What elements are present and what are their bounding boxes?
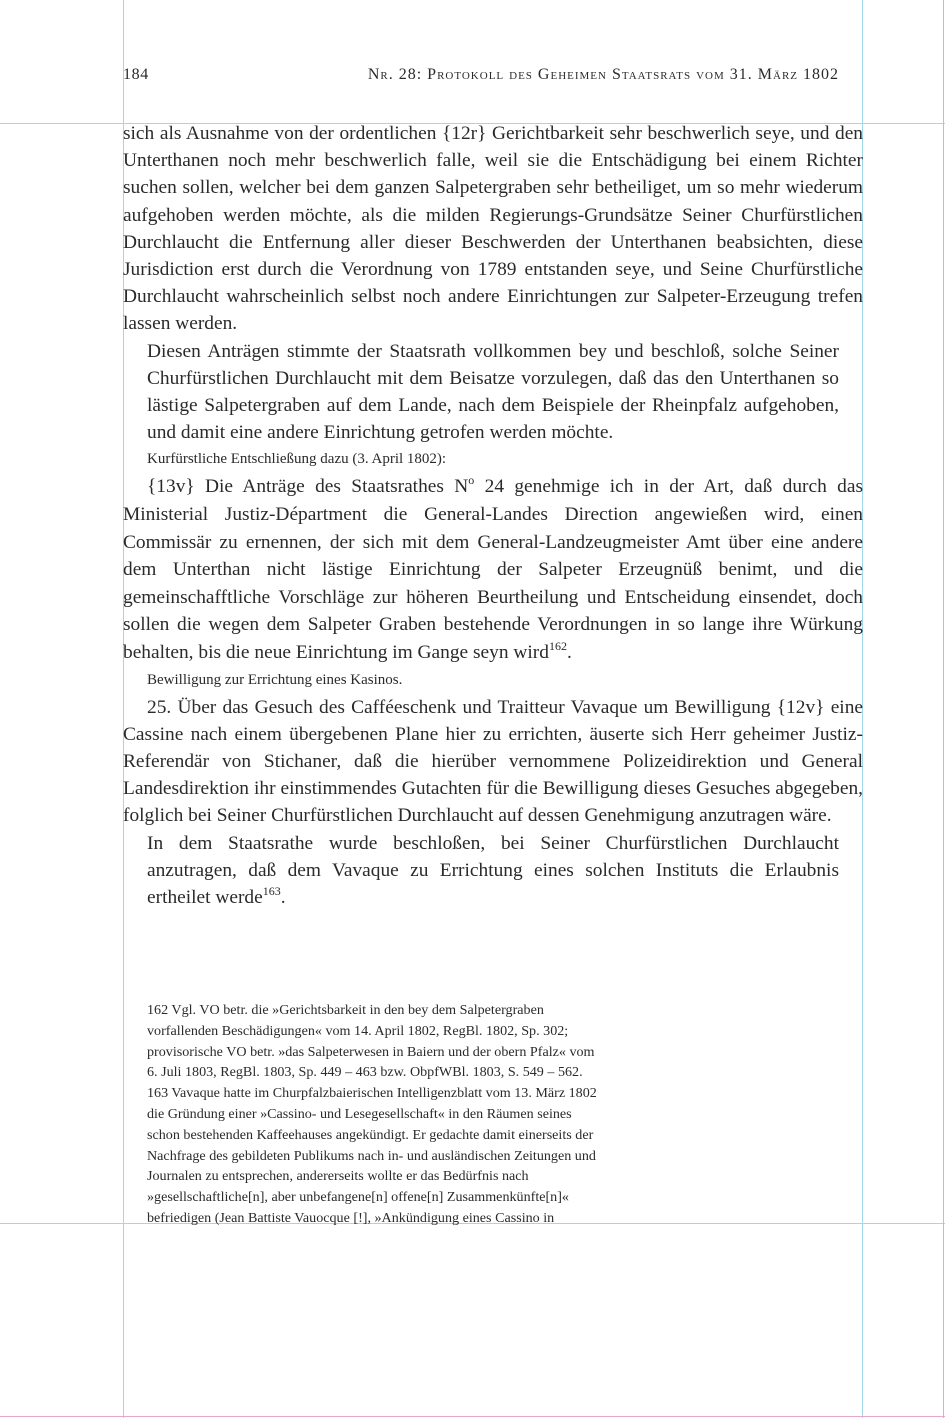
marginal-note-2: Bewilligung zur Errichtung eines Kasinos. — [147, 671, 403, 688]
paragraph-3-end: . — [566, 642, 572, 663]
paragraph-3-start: {13v} Die Anträge des Staatsrathes N — [147, 476, 469, 498]
paragraph-1: sich als Ausnahme von der ordentlichen {12r} Gerichtbarkeit sehr beschwerlich seye, und den Unterthanen noch mehr beschwerlich falle, weil sie die Entschädigung bei einem Richter suchen sollen, welcher bei dem ganzen Salpetergraben sehr betheiliget, um so mehr wiederum aufgehoben werden möchte, als die milden Regierungs-Grundsätze Seiner Churfürstlichen Durchlaucht die Entfernung aller dieser Beschwerden der Unterthanen beabsichten, diese Jurisdiction erst durch die Verordnung von 1789 entstanden seye, und Seine Churfürstliche Durchlaucht wahrscheinlich selbst noch andere Einrichtungen zur Salpeter-Erzeugung trefen lassen werden. — [123, 123, 863, 335]
marginal-note-1: Kurfürstliche Entschließung dazu (3. April 1802): — [147, 451, 447, 468]
footnotes — [147, 1000, 707, 1229]
footnote-line: befriedigen (Jean Battiste Vauocque [!], »Ankündigung eines Cassino in — [147, 1209, 555, 1226]
running-title: Nr. 28: Protokoll des Geheimen Staatsrats vom 31. März 1802 — [367, 66, 839, 83]
page-edge-bottom — [0, 1416, 945, 1417]
paragraph-5-end: . — [280, 887, 286, 909]
footnote-line: Nachfrage des gebildeten Publikums nach in- und ausländischen Zeitungen und — [147, 1147, 596, 1164]
footnote-line: vorfallenden Beschädigungen« vom 14. April 1802, RegBl. 1802, Sp. 302; — [147, 1022, 569, 1039]
page-number: 184 — [123, 66, 149, 83]
footnote-line: 162 Vgl. VO betr. die »Gerichtsbarkeit in den bey dem Salpetergraben — [147, 1002, 544, 1018]
footnote-line: schon bestehenden Kaffeehauses angekündigt. Er gedachte damit einerseits der — [147, 1126, 594, 1143]
footnote-line: 6. Juli 1803, RegBl. 1803, Sp. 449 – 463 bzw. ObpfWBl. 1803, S. 549 – 562. — [147, 1064, 583, 1081]
paragraph-5-text: In dem Staatsrathe wurde beschloßen, bei Seiner Churfürstlichen Durchlaucht anzutragen, daß dem Vavaque zu Errichtung eines solchen Instituts die Erlaubnis ertheilet werde — [147, 832, 839, 909]
page-edge-right — [943, 0, 944, 1418]
footnote-line: 163 Vavaque hatte im Churpfalzbaierischen Intelligenzblatt vom 13. März 1802 — [147, 1085, 597, 1102]
footnote-ref-162: 162 — [548, 639, 567, 653]
footnote-line: die Gründung einer »Cassino- und Lesegesellschaft« in den Räumen seines — [147, 1105, 572, 1122]
footnote-line: provisorische VO betr. »das Salpeterwesen in Baiern und der obern Pfalz« vom — [147, 1043, 595, 1060]
paragraph-3-text: 24 genehmige ich in der Art, daß durch das Ministerial Justiz-Départment die General-Landes Direction angewießen wird, einen Commissär zu ernennen, der sich mit dem General-Landzeugmeister Amt über eine andere dem Unterthan nicht lästige Einrichtung der Salpeter Erzeugnüß benimt, und die gemeinschafftliche Vorschläge zur höheren Beurtheilung und Entscheidung einsendet, doch sollen die wegen dem Salpeter Graben bestehende Verordnungen in so lange ihre Würkung behalten, bis die neue Einrichtung im Gange seyn wird — [123, 476, 863, 663]
paragraph-4: 25. Über das Gesuch des Cafféeschenk und Traitteur Vavaque um Bewilligung {12v} eine Cassine nach einem übergebenen Plane hier zu errichten, äuserte sich Herr geheimer Justiz-Referendär von Stichaner, daß die hierüber vernommene Polizeidirektion und General Landesdirektion ihr einstimmendes Gutachten für die Bewilligung dieses Gesuches abgegeben, folglich bei Seiner Churfürstlichen Durchlaucht auf dessen Genehmigung anzutragen wäre. — [123, 696, 863, 827]
footnote-line: »gesellschaftliche[n], aber unbefangene[n] offene[n] Zusammenkünfte[n]« — [147, 1189, 569, 1206]
paragraph-5 — [123, 830, 863, 912]
numero-superscript: o — [468, 473, 475, 488]
main-text — [123, 120, 863, 911]
footnote-ref-163: 163 — [262, 884, 281, 899]
paragraph-2: Diesen Anträgen stimmte der Staatsrath vollkommen bey und beschloß, solche Seiner Churfürstlichen Durchlaucht mit dem Beisatze vorzulegen, daß das den Unterthanen so lästige Salpetergraben auf dem Lande, nach dem Beispiele der Rheinpfalz aufgehoben, und damit eine andere Einrichtung getrofen werden möchte. — [147, 340, 839, 444]
footnote-line: Journalen zu entsprechen, andererseits wollte er das Bedürfnis nach — [147, 1168, 529, 1185]
paragraph-3 — [123, 473, 863, 666]
